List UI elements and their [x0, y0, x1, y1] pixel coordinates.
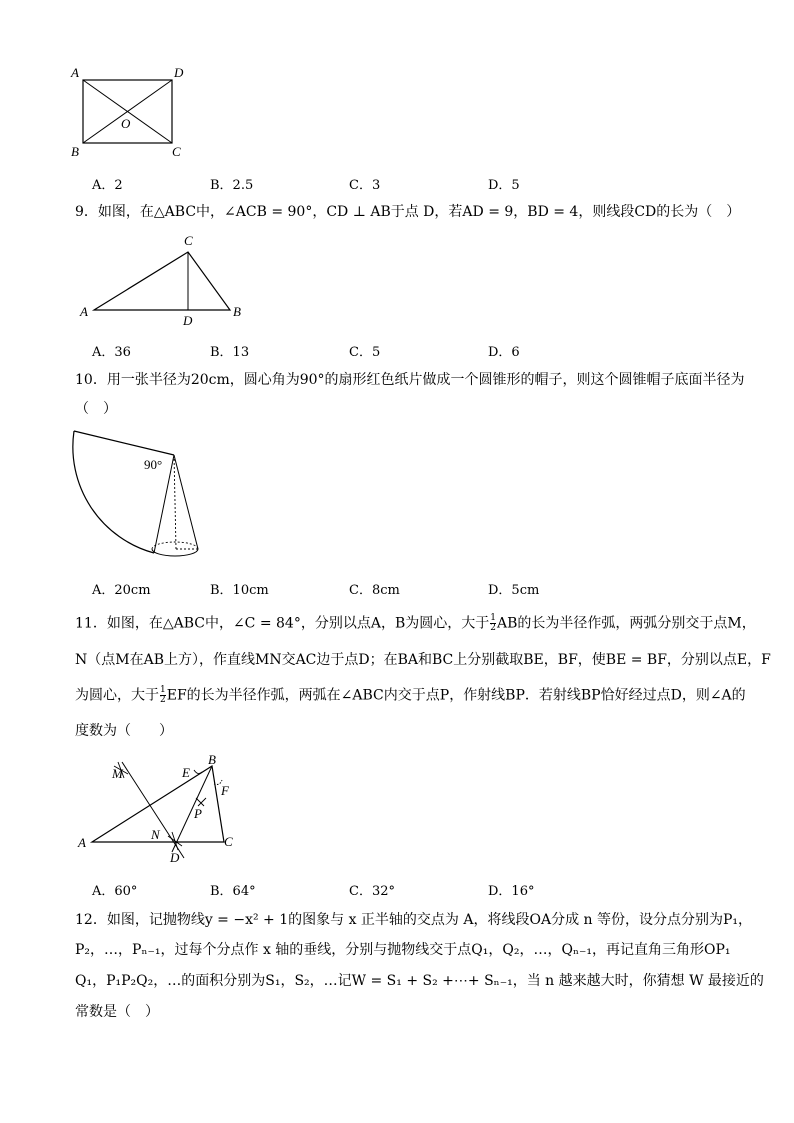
q11-option-c[interactable]: C．32° [349, 884, 395, 899]
q11-fraction-2 [160, 686, 166, 705]
q11-question-line3 [75, 686, 746, 705]
q9-option-c[interactable]: C．5 [349, 345, 381, 360]
q12-question-line4: 常数是（ ） [75, 1004, 159, 1020]
cone-base-back [152, 542, 198, 549]
label-n: N [151, 827, 160, 842]
q10-option-d[interactable]: D．5cm [488, 583, 540, 598]
q12-question-line2: P₂，…，Pₙ₋₁，过每个分点作 x 轴的垂线，分别与抛物线交于点Q₁，Q₂，…，Qₙ₋₁，再记直角三角形OP₁ [75, 942, 731, 958]
cone-right-edge [174, 455, 198, 549]
label-a: A [80, 304, 88, 319]
q11-question-line1 [75, 614, 756, 633]
label-a: A [78, 835, 86, 850]
q10-sector-cone-figure [66, 425, 216, 565]
label-f: F [221, 783, 229, 798]
q8-option-a[interactable]: A．2 [92, 178, 123, 193]
q9-option-d[interactable]: D．6 [488, 345, 520, 360]
q10-question-line1: 10．用一张半径为20cm，圆心角为90°的扇形红色纸片做成一个圆锥形的帽子，则这个圆锥帽子底面半径为 [75, 372, 745, 388]
q10-option-c[interactable]: C．8cm [349, 583, 400, 598]
q8-rectangle-figure [62, 62, 202, 162]
label-c: C [172, 144, 181, 159]
q10-question-line2: （ ） [75, 401, 117, 417]
triangle-abc [94, 252, 230, 310]
q12-question-line3: Q₁，P₁P₂Q₂，…的面积分别为S₁，S₂，…记W = S₁ + S₂ +⋯+ Sₙ₋₁，当 n 越来越大时，你猜想 W 最接近的 [75, 973, 764, 989]
q11-option-d[interactable]: D．16° [488, 884, 535, 899]
sector-radius-top [74, 431, 174, 455]
q11-fraction-1 [490, 614, 496, 633]
label-o: O [121, 116, 131, 131]
label-d: D [170, 850, 180, 865]
sector-arc [73, 431, 154, 553]
label-d: D [183, 313, 193, 328]
q11-question-line4: 度数为（ ） [75, 723, 173, 739]
label-m: M [112, 766, 123, 781]
q9-option-b[interactable]: B．13 [210, 345, 250, 360]
q10-option-a[interactable]: A．20cm [92, 583, 151, 598]
label-c: C [224, 834, 233, 849]
q10-option-b[interactable]: B．10cm [210, 583, 269, 598]
q8-option-b[interactable]: B．2.5 [210, 178, 254, 193]
q8-option-d[interactable]: D．5 [488, 178, 520, 193]
fraction-denominator: 2 [490, 623, 496, 633]
q9-question-text: 9．如图，在△ABC中，∠ACB = 90°，CD ⊥ AB于点 D，若AD = 9，BD = 4，则线段CD的长为（ ） [75, 204, 741, 220]
perpendicular-bisector-mn [122, 762, 184, 858]
angle-label: 90° [144, 457, 163, 472]
q11-option-b[interactable]: B．64° [210, 884, 256, 899]
cone-height-dashed [174, 455, 176, 549]
label-c: C [184, 233, 193, 248]
label-p: P [194, 806, 202, 821]
fraction-numerator: 1 [160, 685, 166, 695]
q11-question-line2: N（点M在AB上方），作直线MN交AC边于点D；在BA和BC上分别截取BE，BF，使BE = BF，分别以点E，F [75, 652, 771, 668]
label-e: E [182, 765, 190, 780]
arc-mark-e [194, 770, 202, 774]
q11-construction-figure [74, 752, 244, 867]
q11-line3-part-b: EF的长为半径作弧，两弧在∠ABC内交于点P，作射线BP．若射线BP恰好经过点D，则∠A的 [166, 687, 746, 704]
q12-question-line1: 12．如图，记抛物线y = −x² + 1的图象与 x 正半轴的交点为 A，将线段OA分成 n 等份，设分点分别为P₁， [75, 912, 753, 928]
fraction-numerator: 1 [490, 613, 496, 623]
q9-option-a[interactable]: A．36 [92, 345, 131, 360]
label-a: A [71, 65, 79, 80]
label-d: D [174, 65, 184, 80]
q11-line1-part-a: 11．如图，在△ABC中，∠C = 84°，分别以点A，B为圆心，大于 [75, 615, 490, 632]
label-b: B [71, 144, 79, 159]
label-b: B [233, 304, 241, 319]
cone-base-front [152, 549, 198, 556]
q11-line1-part-b: AB的长为半径作弧，两弧分别交于点M， [496, 615, 756, 632]
fraction-denominator: 2 [160, 695, 166, 705]
q9-triangle-figure [70, 230, 260, 330]
q11-option-a[interactable]: A．60° [92, 884, 138, 899]
q11-line3-part-a: 为圆心，大于 [75, 687, 159, 704]
q8-option-c[interactable]: C．3 [349, 178, 381, 193]
label-b: B [208, 752, 216, 767]
arc-mark-p [196, 798, 206, 806]
